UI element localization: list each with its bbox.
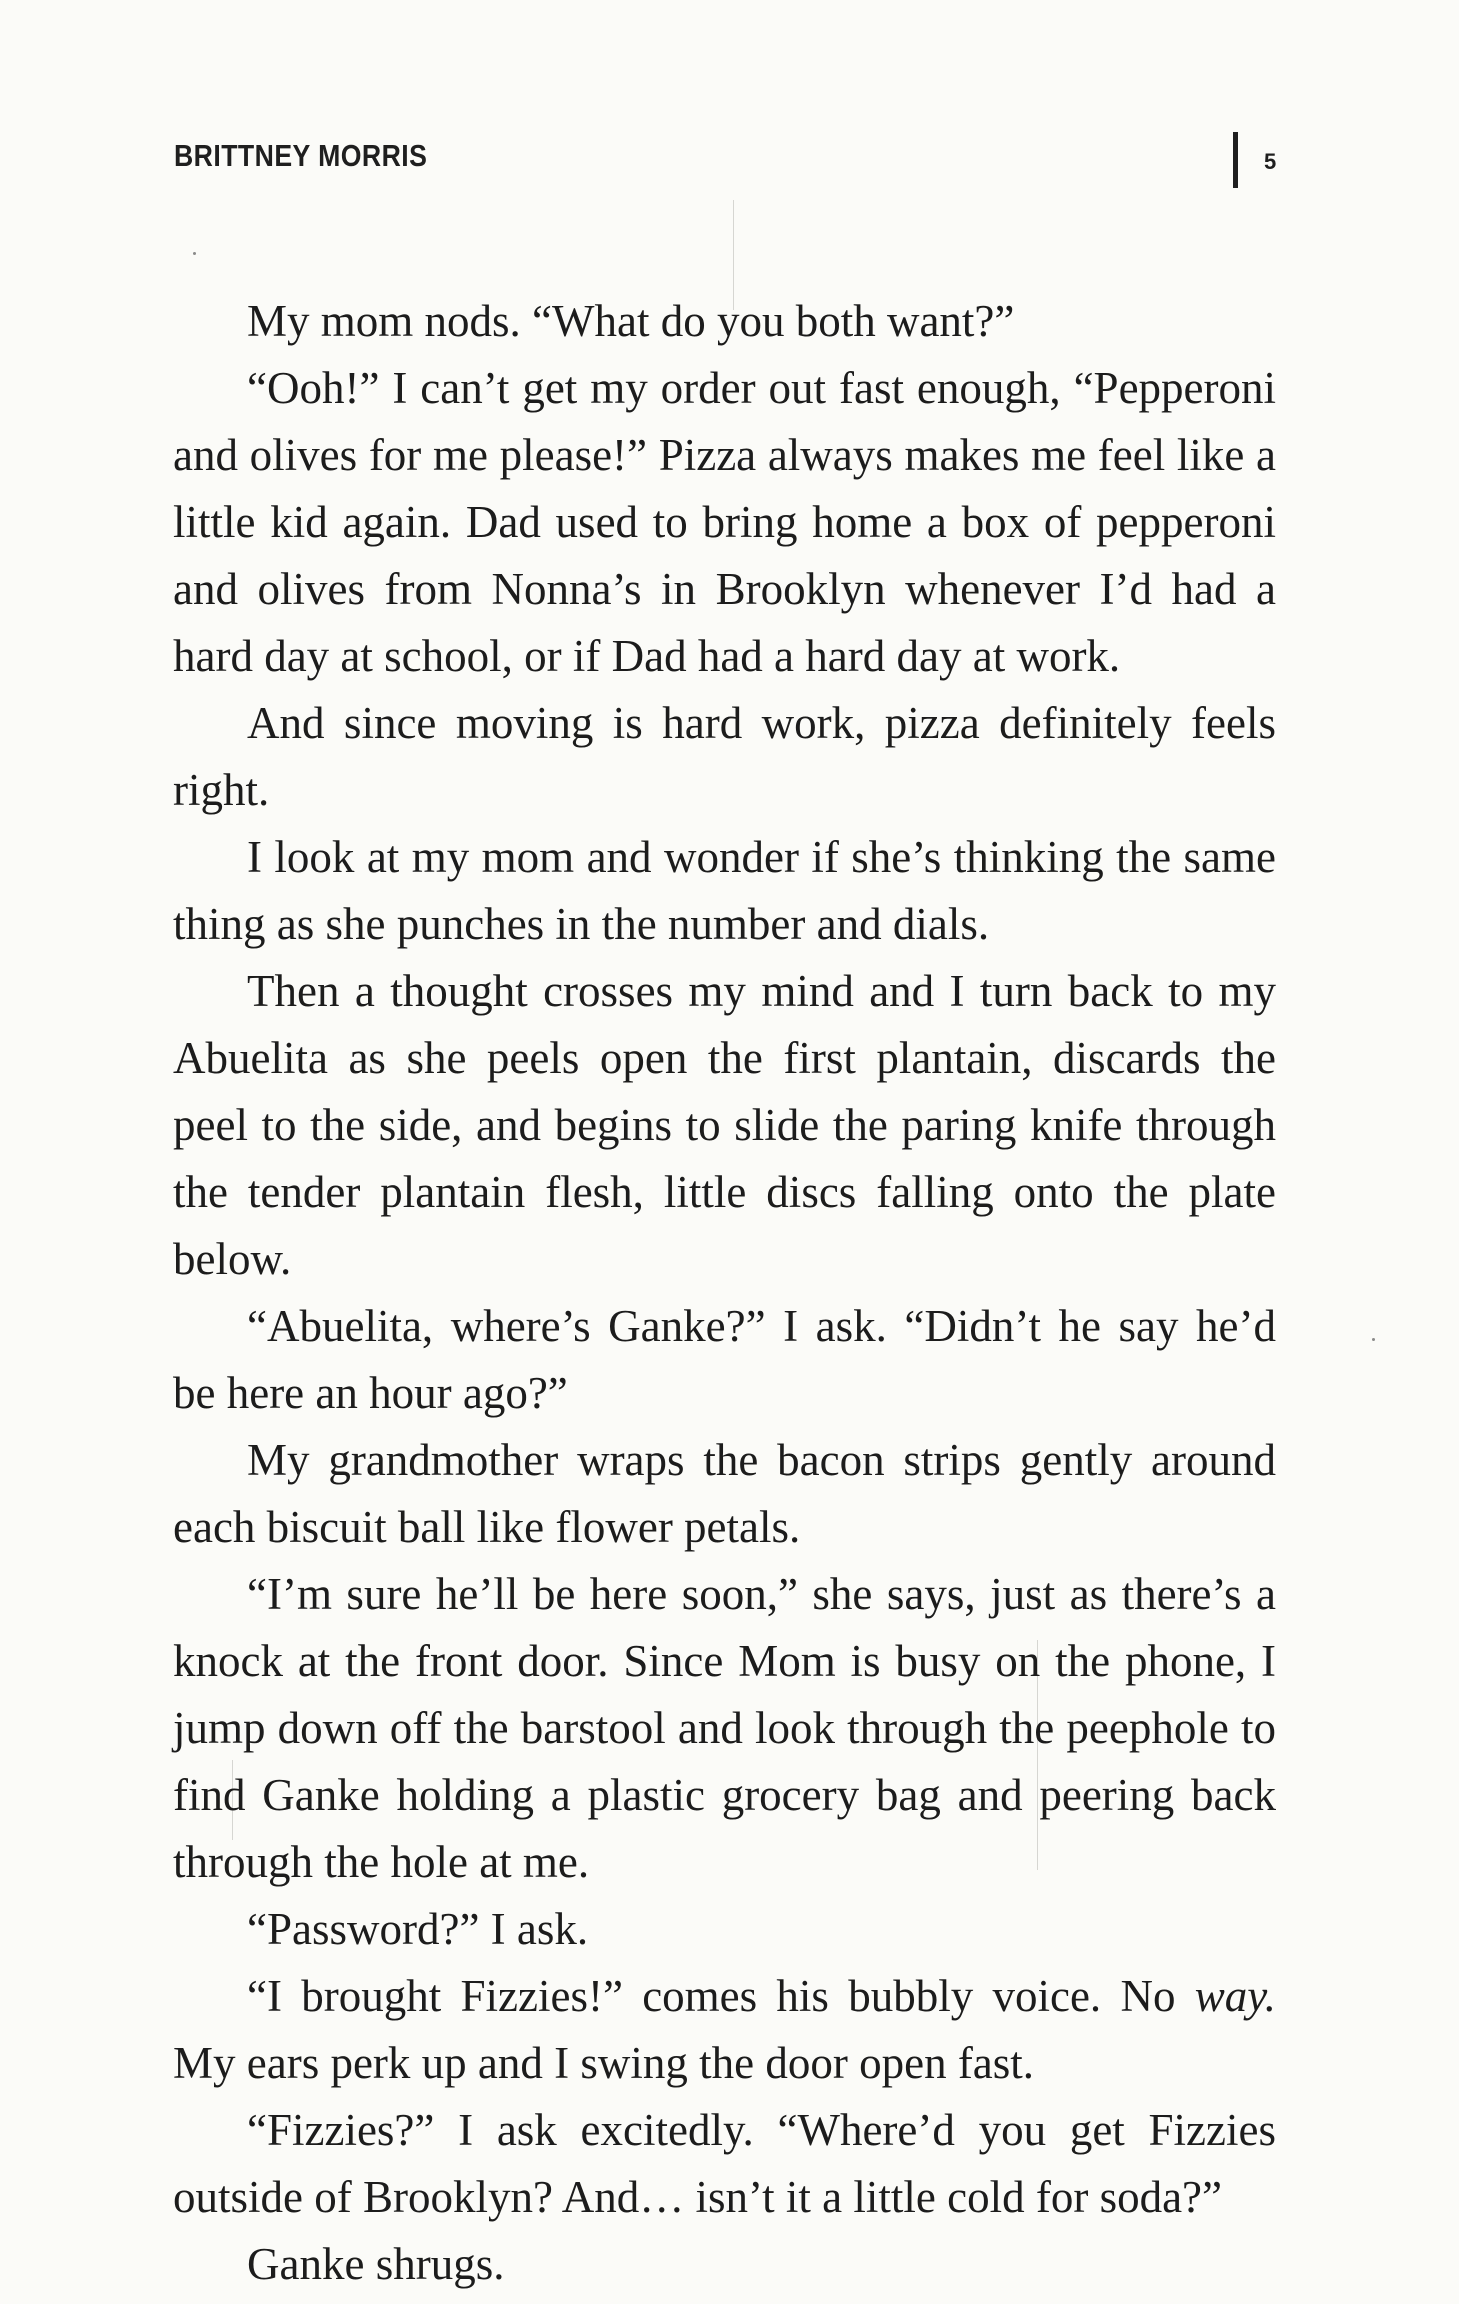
emphasized-word: way. (1194, 1971, 1276, 2021)
header-divider-rule (1233, 132, 1238, 188)
scan-speck (193, 252, 196, 255)
paragraph: Then a thought crosses my mind and I turn back to my Abuelita as she peels open the first plantain, discards the peel to the side, and begins to slide the paring knife through the tender plantain flesh, little discs falling onto the plate below. (173, 966, 1276, 1284)
page-number: 5 (1264, 149, 1277, 174)
paragraph: “I’m sure he’ll be here soon,” she says, just as there’s a knock at the front door. Since Mom is busy on the phone, I jump down off the barstool and look through the peephole to find Ganke holding a plastic grocery bag and peering back through the hole at me. (173, 1569, 1276, 1887)
scan-speck (1372, 1338, 1375, 1341)
paragraph: And since moving is hard work, pizza definitely feels right. (173, 698, 1276, 815)
paragraph: My grandmother wraps the bacon strips gently around each biscuit ball like flower petals. (173, 1435, 1276, 1552)
paragraph: “Fizzies?” I ask excitedly. “Where’d you get Fizzies outside of Brooklyn? And… isn’t it a little cold for soda?” (173, 2105, 1276, 2222)
paragraph (173, 1963, 1276, 2097)
paragraph: “Password?” I ask. (247, 1904, 589, 1954)
running-head-author: BRITTNEY MORRIS (174, 138, 428, 173)
paragraph: My mom nods. “What do you both want?” (247, 296, 1015, 346)
paragraph-text: My ears perk up and I swing the door open fast. (173, 2038, 1035, 2088)
paragraph: Ganke shrugs. (247, 2239, 505, 2289)
paragraph-text: “I brought Fizzies!” comes his bubbly voice. No (247, 1971, 1195, 2021)
paragraph: “Ooh!” I can’t get my order out fast enough, “Pepperoni and olives for me please!” Pizza always makes me feel like a little kid again. Dad used to bring home a box of pepperoni and olives from Nonna’s in Brooklyn whenever I’d had a hard day at school, or if Dad had a hard day at work. (173, 363, 1276, 681)
paragraph: “Abuelita, where’s Ganke?” I ask. “Didn’t he say he’d be here an hour ago?” (173, 1301, 1276, 1418)
body-text (173, 288, 1276, 2298)
paragraph: I look at my mom and wonder if she’s thinking the same thing as she punches in the number and dials. (173, 832, 1276, 949)
